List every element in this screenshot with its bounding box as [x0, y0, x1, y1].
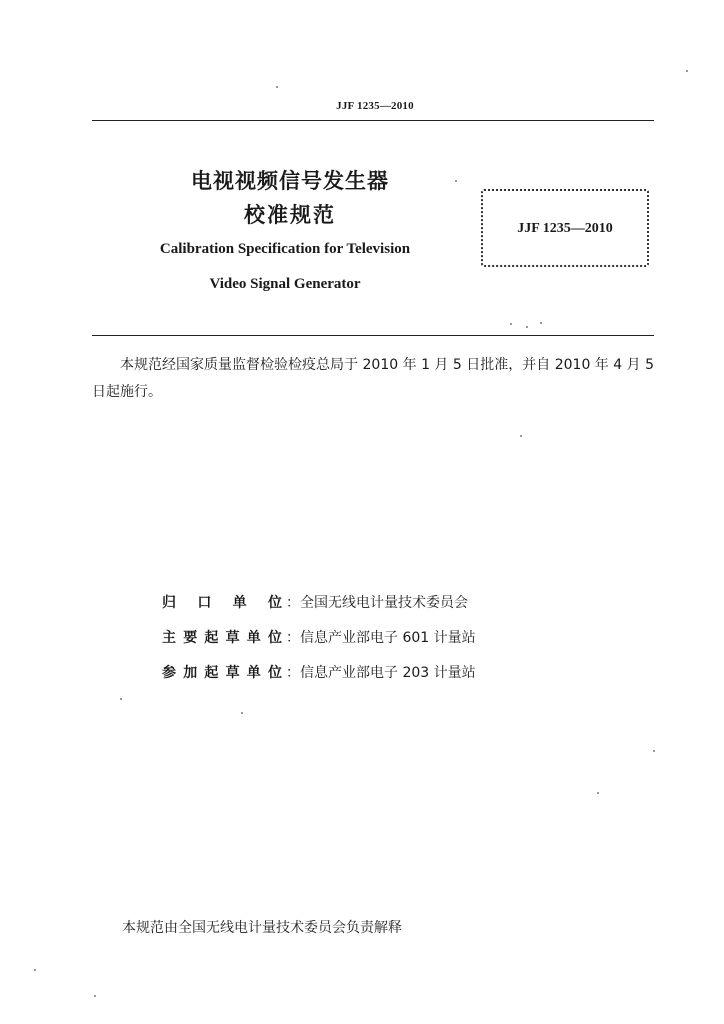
scan-speck — [653, 750, 655, 752]
interpretation-note: 本规范由全国无线电计量技术委员会负责解释 — [122, 920, 402, 936]
unit-label: 参加起草单位 — [162, 665, 282, 681]
scan-speck — [34, 969, 36, 971]
unit-label: 归口单位 — [162, 595, 282, 611]
drafting-units — [162, 592, 582, 697]
unit-value: 信息产业部电子 203 计量站 — [300, 665, 476, 681]
scan-speck — [540, 322, 542, 324]
running-header-code: JJF 1235—2010 — [336, 100, 414, 112]
unit-row-participating-drafter — [162, 662, 582, 697]
header-rule — [92, 120, 654, 121]
scan-speck — [686, 70, 688, 72]
scan-speck — [94, 995, 96, 997]
unit-colon: ： — [286, 595, 300, 611]
unit-colon: ： — [286, 665, 300, 681]
title-rule — [92, 335, 654, 336]
scan-speck — [120, 698, 122, 700]
scan-speck — [455, 180, 457, 182]
scan-speck — [241, 712, 243, 714]
scan-speck — [510, 323, 512, 325]
approval-statement: 本规范经国家质量监督检验检疫总局于 2010 年 1 月 5 日批准，并自 2010 年 4 月 5 日起施行。 — [92, 357, 654, 400]
unit-colon: ： — [286, 630, 300, 646]
unit-value: 全国无线电计量技术委员会 — [300, 595, 468, 611]
scan-speck — [526, 326, 528, 328]
title-english-line2: Video Signal Generator — [209, 276, 361, 292]
unit-label: 主要起草单位 — [162, 630, 282, 646]
specification-code-box — [481, 189, 649, 267]
scan-speck — [520, 435, 522, 437]
unit-value: 信息产业部电子 601 计量站 — [300, 630, 476, 646]
title-english-line1: Calibration Specification for Television — [159, 241, 411, 257]
unit-row-main-drafter — [162, 627, 582, 662]
title-chinese-line1: 电视视频信号发生器 — [191, 169, 389, 193]
scan-speck — [276, 86, 278, 88]
title-chinese-line2: 校准规范 — [244, 203, 336, 227]
scan-speck — [597, 792, 599, 794]
specification-code: JJF 1235—2010 — [517, 221, 613, 236]
unit-row-responsible — [162, 592, 582, 627]
